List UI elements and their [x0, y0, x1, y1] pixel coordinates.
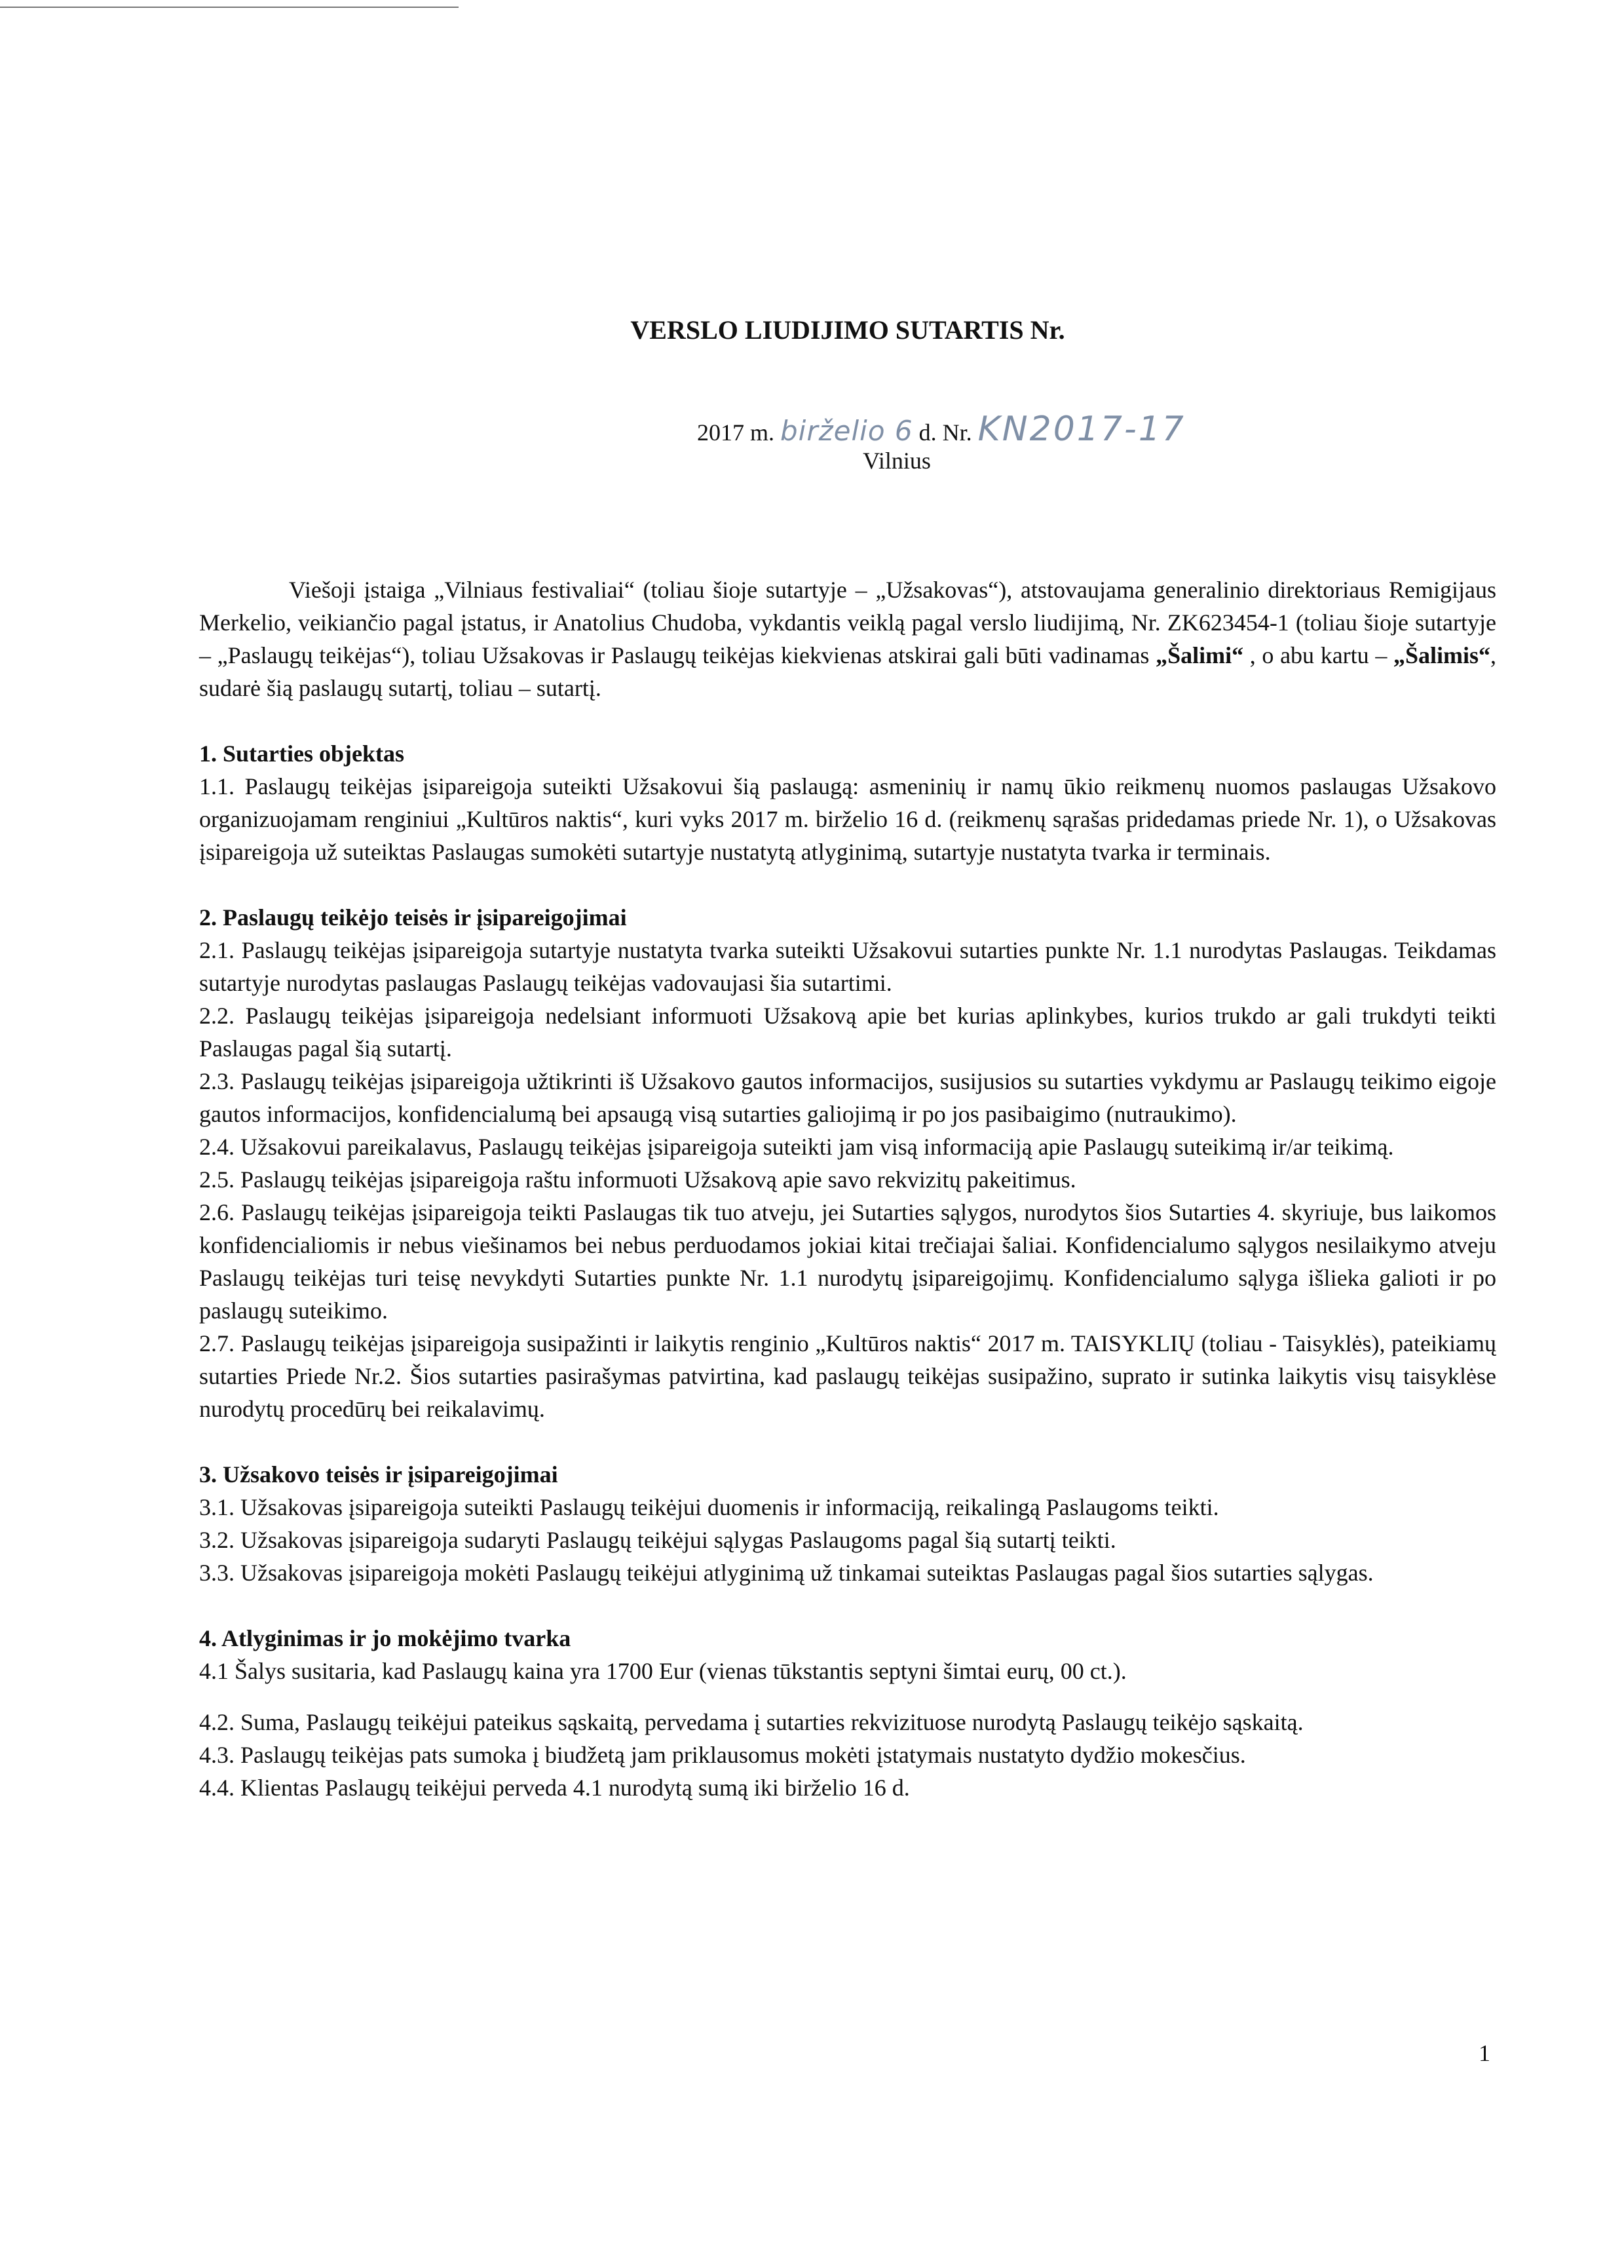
clause-3-1: 3.1. Užsakovas įsipareigoja suteikti Paslaugų teikėjui duomenis ir informaciją, reikalingą Paslaugoms teikti. — [199, 1494, 1219, 1520]
handwritten-contract-number: KN2017-17 — [977, 410, 1186, 449]
clause-2-4: 2.4. Užsakovui pareikalavus, Paslaugų teikėjas įsipareigoja suteikti jam visą informaciją apie Paslaugų suteikimą ir/ar teikimą. — [199, 1134, 1394, 1160]
contract-body — [199, 573, 1496, 1804]
document-title: VERSLO LIUDIJIMO SUTARTIS Nr. — [630, 315, 1065, 345]
clause-4-2: 4.2. Suma, Paslaugų teikėjui pateikus sąskaitą, pervedama į sutarties rekvizituose nurodytą Paslaugų teikėjo sąskaitą. — [199, 1709, 1304, 1735]
section-title: 1. Sutarties objektas — [199, 740, 404, 767]
section-3 — [199, 1458, 1496, 1589]
date-line — [697, 410, 1186, 449]
intro-text-3: , sudarė šią paslaugų sutartį, toliau – sutartį. — [199, 642, 1497, 701]
section-4 — [199, 1622, 1496, 1804]
scan-edge-line — [0, 7, 459, 8]
city: Vilnius — [863, 448, 931, 474]
section-title: 2. Paslaugų teikėjo teisės ir įsipareigojimai — [199, 904, 627, 931]
handwritten-date: birželio 6 — [780, 415, 913, 447]
clause-4-3: 4.3. Paslaugų teikėjas pats sumoka į biudžetą jam priklausomus mokėti įstatymais nustatyto dydžio mokesčius. — [199, 1742, 1246, 1768]
clause-2-7: 2.7. Paslaugų teikėjas įsipareigoja susipažinti ir laikytis renginio „Kultūros naktis“ 2017 m. TAISYKLIŲ (toliau - Taisyklės), pateikiamų sutarties Priede Nr.2. Šios sutarties pasirašymas patvirtina, kad paslaugų teikėjas susipažino, suprato ir sutinka laikytis visų taisyklėse nurodytų procedūrų bei reikalavimų. — [199, 1330, 1496, 1422]
intro-paragraph — [199, 573, 1496, 704]
clause-2-6: 2.6. Paslaugų teikėjas įsipareigoja teikti Paslaugas tik tuo atveju, jei Sutarties sąlygos, nurodytos šios Sutarties 4. skyriuje, bus laikomos konfidencialiomis ir nebus viešinamos bei nebus perduodamos jokiai kitai trečiajai šaliai. Konfidencialumo sąlygos nesilaikymo atveju Paslaugų teikėjas turi teisę nevykdyti Sutarties punkte Nr. 1.1 nurodytų įsipareigojimų. Konfidencialumo sąlyga išlieka galioti ir po paslaugų suteikimo. — [199, 1199, 1496, 1324]
section-title: 3. Užsakovo teisės ir įsipareigojimai — [199, 1461, 558, 1488]
clause-3-3: 3.3. Užsakovas įsipareigoja mokėti Paslaugų teikėjui atlyginimą už tinkamai suteiktas Paslaugas pagal šios sutarties sąlygas. — [199, 1560, 1374, 1586]
date-year: 2017 m. — [697, 419, 775, 446]
intro-term-salimis: „Šalimis“ — [1393, 642, 1491, 668]
section-1 — [199, 737, 1496, 868]
intro-text-1: Viešoji įstaiga „Vilniaus festivaliai“ (toliau šioje sutartyje – „Užsakovas“), atstovaujama generalinio direktoriaus Remigijaus Merkelio, veikiančio pagal įstatus, ir Anatolius Chudoba, vykdantis veiklą pagal verslo liudijimą, Nr. ZK623454-1 (toliau šioje sutartyje – „Paslaugų teikėjas“), toliau Užsakovas ir Paslaugų teikėjas kiekvienas atskirai gali būti vadinamas — [199, 577, 1496, 668]
clause-2-2: 2.2. Paslaugų teikėjas įsipareigoja nedelsiant informuoti Užsakovą apie bet kurias aplinkybes, kurios trukdo ar gali trukdyti teikti Paslaugas pagal šią sutartį. — [199, 1003, 1496, 1062]
section-title: 4. Atlyginimas ir jo mokėjimo tvarka — [199, 1625, 571, 1651]
date-number-label: d. Nr. — [918, 419, 972, 446]
clause-3-2: 3.2. Užsakovas įsipareigoja sudaryti Paslaugų teikėjui sąlygas Paslaugoms pagal šią sutartį teikti. — [199, 1527, 1116, 1553]
section-2 — [199, 901, 1496, 1425]
clause-2-3: 2.3. Paslaugų teikėjas įsipareigoja užtikrinti iš Užsakovo gautos informacijos, susijusios su sutarties vykdymu ar Paslaugų teikimo eigoje gautos informacijos, konfidencialumą bei apsaugą visą sutarties galiojimą ir po jos pasibaigimo (nutraukimo). — [199, 1068, 1496, 1127]
intro-text-2: , o abu kartu – — [1243, 642, 1393, 668]
clause-2-1: 2.1. Paslaugų teikėjas įsipareigoja sutartyje nustatyta tvarka suteikti Užsakovui sutarties punkte Nr. 1.1 nurodytas Paslaugas. Teikdamas sutartyje nurodytas paslaugas Paslaugų teikėjas vadovaujasi šia sutartimi. — [199, 937, 1496, 996]
clause-4-1: 4.1 Šalys susitaria, kad Paslaugų kaina yra 1700 Eur (vienas tūkstantis septyni šimtai eurų, 00 ct.). — [199, 1658, 1127, 1684]
page-number: 1 — [1479, 2040, 1490, 2066]
intro-term-salimi: „Šalimi“ — [1156, 642, 1244, 668]
clause-4-4: 4.4. Klientas Paslaugų teikėjui perveda 4.1 nurodytą sumą iki birželio 16 d. — [199, 1775, 910, 1801]
clause-2-5: 2.5. Paslaugų teikėjas įsipareigoja raštu informuoti Užsakovą apie savo rekvizitų pakeitimus. — [199, 1166, 1076, 1193]
clause-1-1: 1.1. Paslaugų teikėjas įsipareigoja suteikti Užsakovui šią paslaugą: asmeninių ir namų ūkio reikmenų nuomos paslaugas Užsakovo organizuojamam renginiui „Kultūros naktis“, kuri vyks 2017 m. birželio 16 d. (reikmenų sąrašas pridedamas priede Nr. 1), o Užsakovas įsipareigoja už suteiktas Paslaugas sumokėti sutartyje nustatytą atlyginimą, sutartyje nustatyta tvarka ir terminais. — [199, 773, 1496, 865]
